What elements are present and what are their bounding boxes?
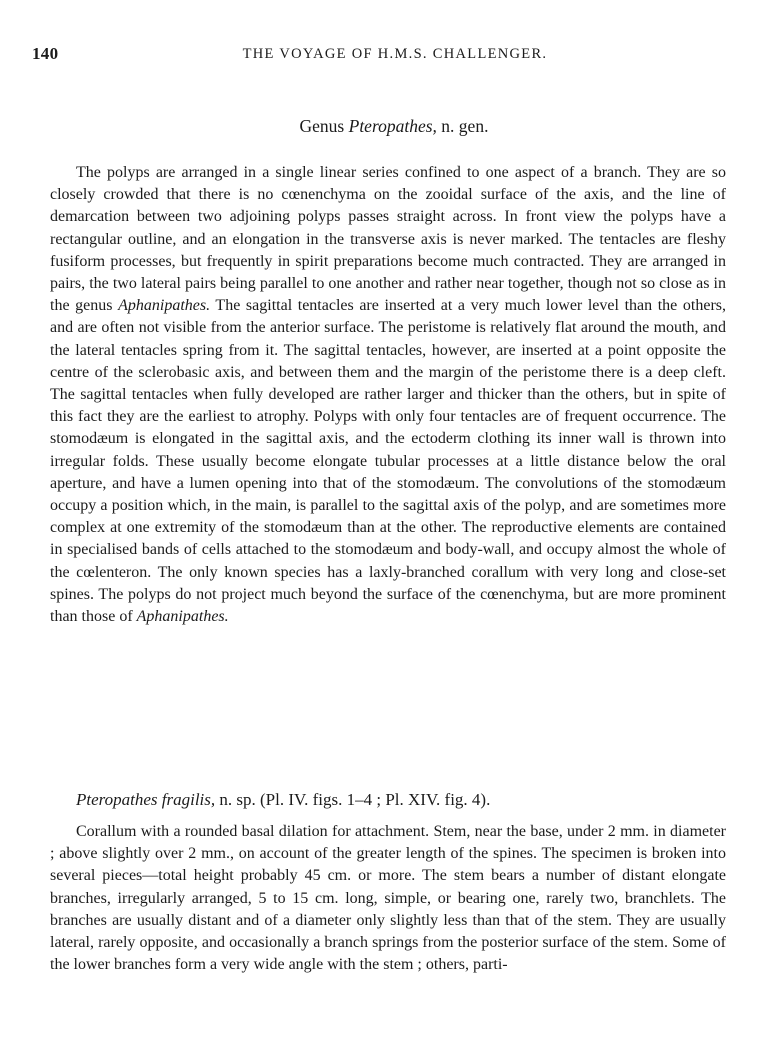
genus-description-text-1: The polyps are arranged in a single linear series confined to one aspect of a branch. They are so closely crowded that there is no cœnenchyma on the zooidal surface of the axis, and the line of demarcation between two adjoining polyps passes straight across. In front view the polyps have a rectangular outline, and an elongation in the transverse axis is never marked. The tentacles are fleshy fusiform processes, but frequently in spirit preparations become much contracted. They are arranged in pairs, the two lateral pairs being parallel to one another and rather near together, though not so close as in the genus [50,164,726,315]
genus-heading [0,116,776,137]
running-header [32,44,744,68]
genus-reference-1: Aphanipathes. [118,297,211,315]
species-description-paragraph: Corallum with a rounded basal dilation for attachment. Stem, near the base, under 2 mm. in diameter ; above slightly over 2 mm., on account of the greater length of the spines. The specimen is broken into several pieces—total height probably 45 cm. or more. The stem bears a number of distant elongate branches, irregularly arranged, 5 to 15 cm. long, simple, or bearing one, rarely two, branchlets. The branches are usually distant and of a diameter only slightly less than that of the stem. They are usually lateral, rarely opposite, and occasionally a branch springs from the posterior surface of the stem. Some of the lower branches form a very wide angle with the stem ; others, parti- [50,823,726,974]
species-heading [76,790,490,810]
genus-reference-2: Aphanipathes. [136,608,229,626]
species-heading-rest: n. sp. (Pl. IV. figs. 1–4 ; Pl. XIV. fig. 4). [215,790,491,809]
page-number: 140 [32,44,59,63]
genus-name: Pteropathes, [348,116,437,136]
genus-heading-prefix: Genus [299,116,349,136]
running-title: THE VOYAGE OF H.M.S. CHALLENGER. [242,46,548,62]
genus-heading-suffix: n. gen. [436,116,489,136]
species-name: Pteropathes fragilis, [76,790,216,809]
genus-description-text-2: The sagittal tentacles are inserted at a very much lower level than the others, and are often not visible from the anterior surface. The peristome is relatively flat around the mouth, and the lateral tentacles spring from it. The sagittal tentacles, however, are inserted at a point opposite the centre of the sclerobasic axis, and between them and the margin of the peristome there is a deep cleft. The sagittal tentacles when fully developed are rather larger and thicker than the others, but in spite of this fact they are the earliest to atrophy. Polyps with only four tentacles are of frequent occurrence. The stomodæum is elongated in the sagittal axis, and the ectoderm clothing its inner wall is thrown into irregular folds. These usually become elongate tubular processes at a little distance below the oral aperture, and have a lumen opening into that of the stomodæum. The convolutions of the stomodæum occupy a position which, in the main, is parallel to the sagittal axis of the polyp, and are sometimes more complex at one extremity of the stomodæum than at the other. The reproductive elements are contained in specialised bands of cells attached to the stomodæum and body-wall, and occupy almost the whole of the cœlenteron. The only known species has a laxly-branched corallum with very long and close-set spines. The polyps do not project much beyond the surface of the cœnenchyma, but are more prominent than those of [50,297,726,626]
genus-description-paragraph [50,162,726,628]
